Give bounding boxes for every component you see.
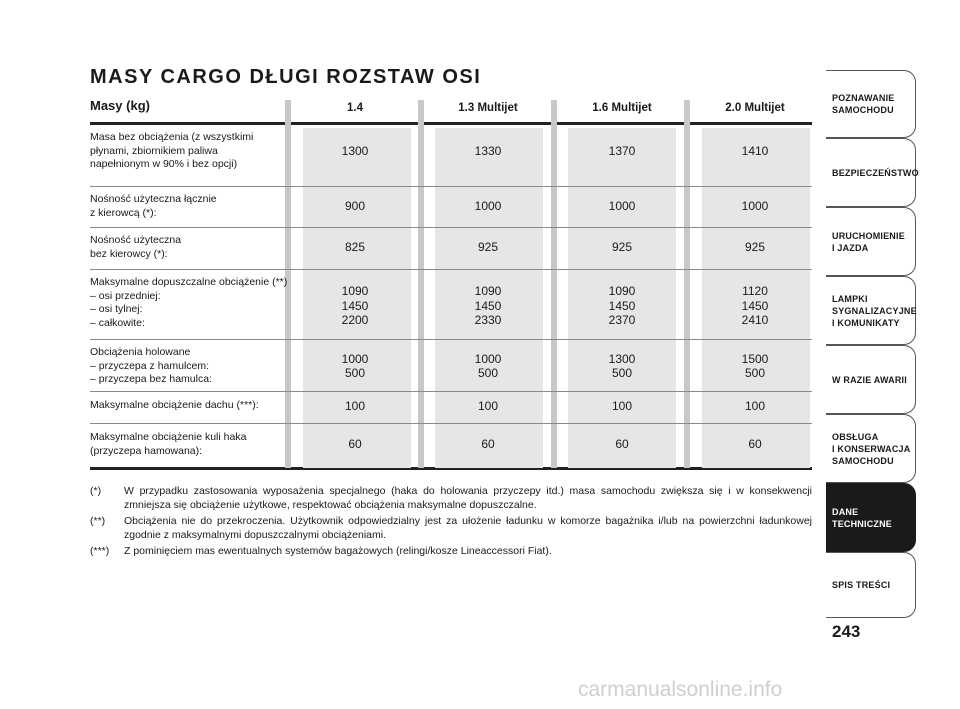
table-cell: 1090 1450 2330 — [474, 284, 502, 327]
table-cell: 60 — [348, 437, 362, 452]
table-cell: 60 — [615, 437, 629, 452]
table-cell: 825 — [344, 240, 366, 255]
table-cell: 100 — [477, 398, 499, 413]
table-cell: 925 — [611, 240, 633, 255]
nav-tab[interactable]: URUCHOMIENIE I JAZDA — [826, 207, 916, 276]
row-label: Maksymalne dopuszczalne obciążenie (**) – osi przedniej: – osi tylnej: – całkowite: — [90, 276, 288, 329]
mass-table — [90, 98, 812, 470]
column-header: 1.3 Multijet — [458, 102, 518, 114]
column-divider-bar — [551, 100, 557, 468]
row-label: Maksymalne obciążenie dachu (***): — [90, 399, 259, 411]
nav-tab[interactable]: BEZPIECZEŃSTWO — [826, 138, 916, 207]
nav-tab[interactable]: DANE TECHNICZNE — [826, 483, 916, 552]
table-cell: 925 — [744, 240, 766, 255]
row-separator — [90, 186, 812, 187]
row-label: Maksymalne obciążenie kuli haka (przyczepa hamowana): — [90, 431, 247, 457]
table-cell: 60 — [481, 437, 495, 452]
row-separator — [90, 269, 812, 270]
footnote — [90, 545, 812, 559]
footnotes — [90, 485, 812, 562]
row-label: Nośność użyteczna łącznie z kierowcą (*): — [90, 193, 217, 219]
nav-tab[interactable]: W RAZIE AWARII — [826, 345, 916, 414]
table-cell: 100 — [611, 398, 633, 413]
table-cell: 1300 500 — [608, 351, 636, 381]
page-title: MASY CARGO DŁUGI ROZSTAW OSI — [90, 66, 482, 88]
page-number: 243 — [832, 622, 861, 641]
table-cell: 1500 500 — [741, 351, 769, 381]
row-separator — [90, 227, 812, 228]
footnote-text: Z pominięciem mas ewentualnych systemów bagażowych (relingi/kosze Lineaccessori Fiat). — [124, 545, 552, 557]
footnote — [90, 485, 812, 512]
table-cell: 1000 — [474, 199, 502, 214]
table-cell: 1000 — [741, 199, 769, 214]
table-cell: 1090 1450 2200 — [341, 284, 369, 327]
nav-tab[interactable]: POZNAWANIE SAMOCHODU — [826, 70, 916, 138]
table-cell: 1000 500 — [474, 351, 502, 381]
table-cell: 1300 — [341, 144, 369, 158]
column-divider-bar — [418, 100, 424, 468]
row-separator — [90, 339, 812, 340]
footnote-text: Obciążenia nie do przekroczenia. Użytkownik odpowiedzialny jest za ułożenie ładunku w komorze bagażnika i/lub na powierzchni ładunkowej zgodnie z maksymalnymi dopuszczalnymi obciążeniami. — [124, 515, 812, 541]
table-cell: 1330 — [474, 144, 502, 158]
table-cell: 100 — [744, 398, 766, 413]
row-label: Masa bez obciążenia (z wszystkimi płynami, zbiornikiem paliwa napełnionym w 90% i bez opcji) — [90, 131, 254, 170]
column-header: 2.0 Multijet — [725, 102, 785, 114]
footnote-text: W przypadku zastosowania wyposażenia specjalnego (haka do holowania przyczepy itd.) masa samochodu zwiększa się i w konsekwencji zmniejsza się obciążenie użytkowe, respektować obciążenia maksymalne dopuszczalne. — [124, 485, 812, 511]
nav-tab[interactable]: SPIS TREŚCI — [826, 552, 916, 618]
table-cell: 1120 1450 2410 — [741, 284, 769, 327]
column-header: 1.4 — [347, 102, 363, 114]
footnote-mark: (*) — [90, 485, 102, 497]
footnote-mark: (**) — [90, 515, 106, 527]
footnote-mark: (***) — [90, 545, 110, 557]
column-divider-bar — [684, 100, 690, 468]
table-cell: 925 — [477, 240, 499, 255]
table-cell: 100 — [344, 398, 366, 413]
table-cell: 1090 1450 2370 — [608, 284, 636, 327]
row-label: Obciążenia holowane – przyczepa z hamulcem: – przyczepa bez hamulca: — [90, 346, 212, 385]
nav-tab[interactable]: OBSŁUGA I KONSERWACJA SAMOCHODU — [826, 414, 916, 483]
table-cell: 60 — [748, 437, 762, 452]
watermark: carmanualsonline.info — [578, 678, 783, 701]
table-cell: 1410 — [741, 144, 769, 158]
masy-header: Masy (kg) — [90, 98, 150, 113]
row-separator — [90, 423, 812, 424]
footnote — [90, 515, 812, 542]
table-cell: 900 — [344, 199, 366, 214]
table-cell: 1000 — [608, 199, 636, 214]
table-top-rule — [90, 122, 812, 125]
row-label: Nośność użyteczna bez kierowcy (*): — [90, 234, 182, 260]
table-cell: 1370 — [608, 144, 636, 158]
row-separator — [90, 391, 812, 392]
nav-tab[interactable]: LAMPKI SYGNALIZACYJNE I KOMUNIKATY — [826, 276, 916, 345]
table-cell: 1000 500 — [341, 351, 369, 381]
column-header: 1.6 Multijet — [592, 102, 652, 114]
